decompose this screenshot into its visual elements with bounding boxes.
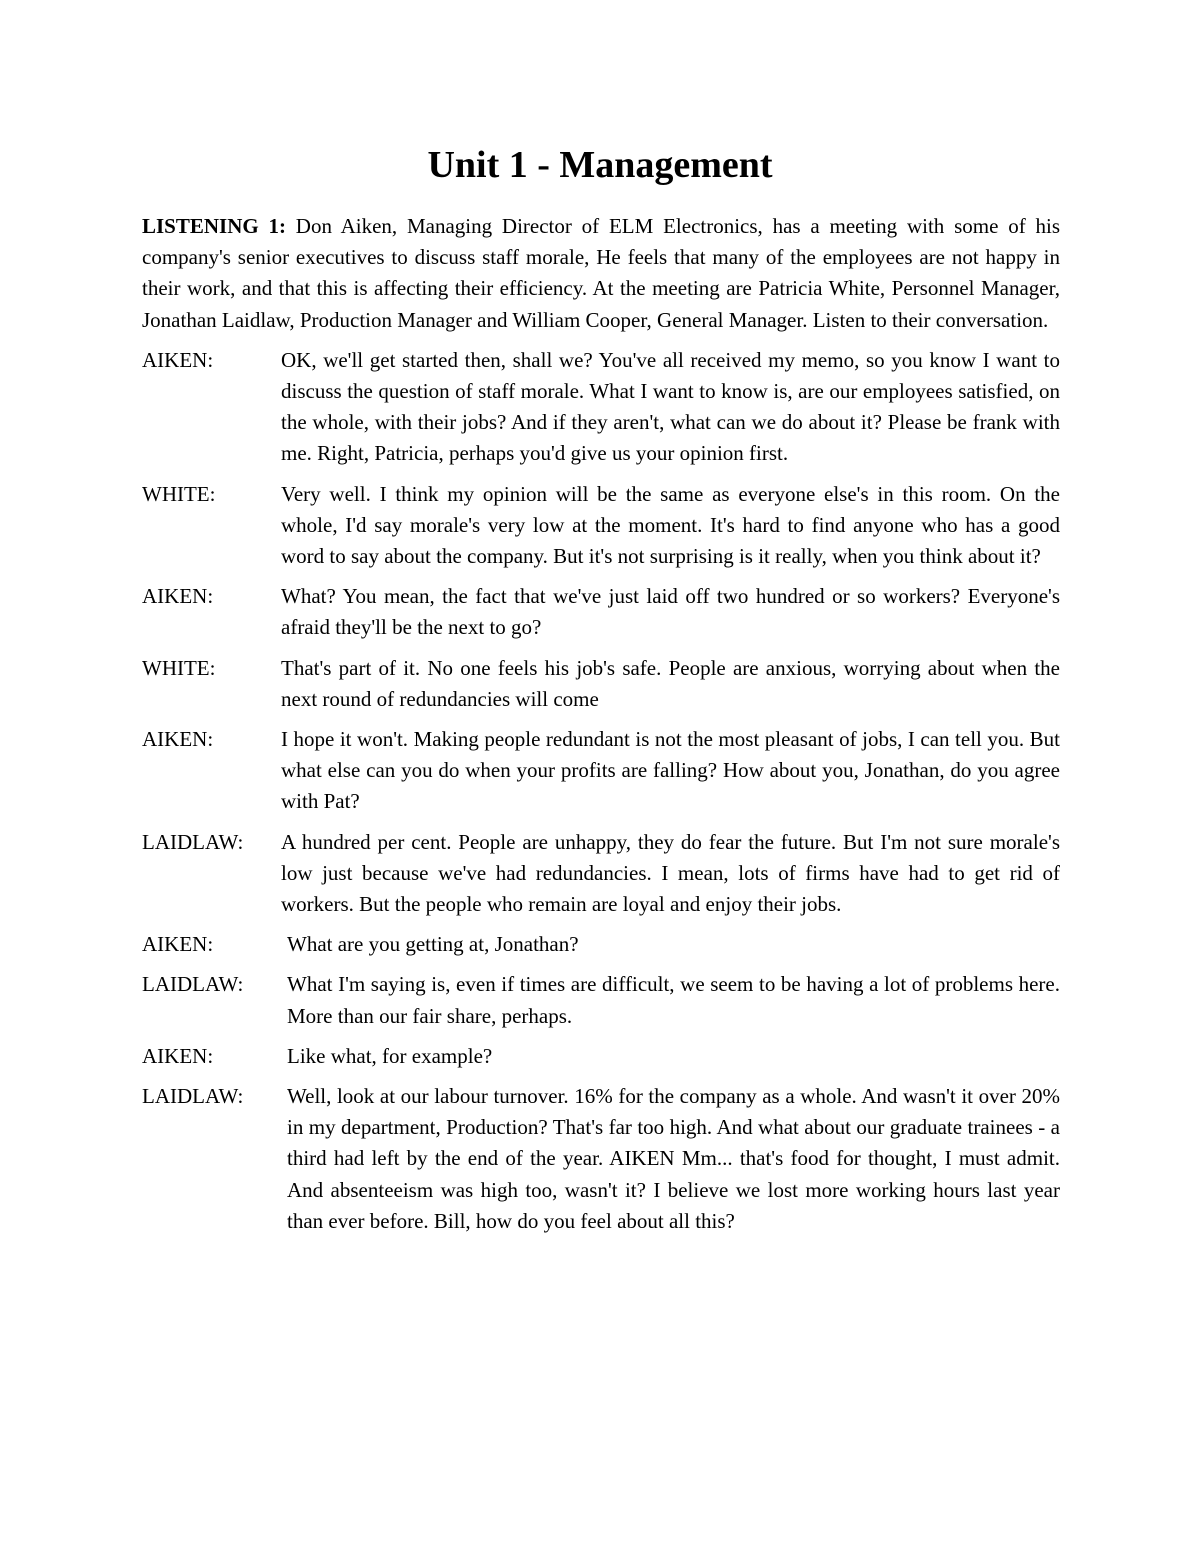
document-body: [142, 211, 1060, 1246]
intro-text: Don Aiken, Managing Director of ELM Electronics, has a meeting with some of his company's senior executives to discuss staff morale, He feels that many of the employees are not happy in their work, and that this is affecting their efficiency. At the meeting are Patricia White, Personnel Manager, Jonathan Laidlaw, Production Manager and William Cooper, General Manager. Listen to their conversation.: [142, 214, 1060, 332]
speaker-name: WHITE:: [142, 655, 216, 680]
speech-text: What I'm saying is, even if times are difficult, we seem to be having a lot of problems here. More than our fair share, perhaps.: [287, 972, 1060, 1028]
speech-text: Well, look at our labour turnover. 16% for the company as a whole. And wasn't it over 20% in my department, Production? That's far too high. And what about our graduate trainees - a third had left by the end of the year. AIKEN Mm... that's food for thought, I must admit. And absenteeism was high too, wasn't it? I believe we lost more working hours last year than ever before. Bill, how do you feel about all this?: [287, 1084, 1060, 1233]
dialogue-turn: [142, 479, 1060, 573]
speaker-name: WHITE:: [142, 481, 216, 506]
speech-text: Like what, for example?: [287, 1043, 493, 1068]
speaker-name: AIKEN:: [142, 1043, 214, 1068]
speech-text: What? You mean, the fact that we've just laid off two hundred or so workers? Everyone's afraid they'll be the next to go?: [281, 584, 1060, 640]
speech-text: OK, we'll get started then, shall we? You've all received my memo, so you know I want to discuss the question of staff morale. What I want to know is, are our employees satisfied, on the whole, with their jobs? And if they aren't, what can we do about it? Please be frank with me. Right, Patricia, perhaps you'd give us your opinion first.: [281, 347, 1060, 466]
dialogue-turn: [142, 345, 1060, 470]
dialogue-turn: [142, 1081, 1060, 1237]
dialogue-turn: [142, 1041, 1060, 1072]
speech-text: Very well. I think my opinion will be the same as everyone else's in this room. On the whole, I'd say morale's very low at the moment. It's hard to find anyone who has a good word to say about the company. But it's not surprising is it really, when you think about it?: [281, 481, 1060, 569]
speech-text: A hundred per cent. People are unhappy, they do fear the future. But I'm not sure morale's low just because we've had redundancies. I mean, lots of firms have had to get rid of workers. But the people who remain are loyal and enjoy their jobs.: [281, 829, 1060, 917]
speaker-name: LAIDLAW:: [142, 1084, 244, 1109]
speaker-name: LAIDLAW:: [142, 829, 244, 854]
intro-label: LISTENING 1:: [142, 214, 286, 238]
dialogue-turn: [142, 969, 1060, 1031]
dialogue-turn: [142, 653, 1060, 715]
speaker-name: LAIDLAW:: [142, 972, 244, 997]
dialogue-turn: [142, 827, 1060, 921]
dialogue-turn: [142, 581, 1060, 643]
dialogue-turn: [142, 929, 1060, 960]
speaker-name: AIKEN:: [142, 347, 214, 372]
speaker-name: AIKEN:: [142, 932, 214, 957]
speaker-name: AIKEN:: [142, 584, 214, 609]
speech-text: What are you getting at, Jonathan?: [287, 932, 579, 957]
page-title: Unit 1 - Management: [427, 144, 773, 186]
speaker-name: AIKEN:: [142, 727, 214, 752]
dialogue-turn: [142, 724, 1060, 818]
intro-paragraph: [142, 211, 1060, 336]
speech-text: That's part of it. No one feels his job's safe. People are anxious, worrying about when the next round of redundancies will come: [281, 655, 1060, 711]
speech-text: I hope it won't. Making people redundant is not the most pleasant of jobs, I can tell you. But what else can you do when your profits are falling? How about you, Jonathan, do you agree with Pat?: [281, 727, 1060, 814]
